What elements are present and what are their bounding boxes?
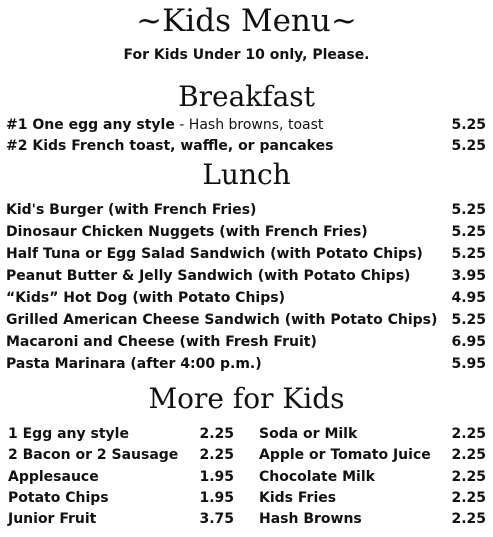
item-price: 2.25: [199, 426, 234, 442]
item-price: 5.25: [451, 117, 486, 133]
item-name: Applesauce: [8, 469, 99, 485]
item-name: 1 Egg any style: [8, 426, 129, 442]
extra-item: [8, 445, 234, 465]
item-price: 2.25: [199, 447, 234, 463]
item-description: - Hash browns, toast: [174, 117, 324, 133]
lunch-item: [6, 200, 486, 220]
item-name: Pasta Marinara (after 4:00 p.m.): [6, 356, 262, 372]
item-name: Junior Fruit: [8, 511, 97, 527]
item-price: 3.75: [199, 511, 234, 527]
extra-item: [8, 424, 234, 444]
lunch-item: [6, 310, 486, 330]
item-price: 2.25: [451, 447, 486, 463]
item-price: 6.95: [451, 334, 486, 350]
item-price: 4.95: [451, 290, 486, 306]
more-for-kids-heading: More for Kids: [148, 382, 345, 415]
item-name: Soda or Milk: [259, 426, 358, 442]
item-name: Apple or Tomato Juice: [259, 447, 431, 463]
item-price: 5.25: [451, 312, 486, 328]
item-name: Chocolate Milk: [259, 469, 375, 485]
item-name: Macaroni and Cheese (with Fresh Fruit): [6, 334, 317, 350]
menu-title: ~Kids Menu~: [136, 3, 357, 39]
item-price: 1.95: [199, 469, 234, 485]
lunch-item: [6, 266, 486, 286]
item-name: Peanut Butter & Jelly Sandwich (with Potato Chips): [6, 268, 411, 284]
item-price: 3.95: [451, 268, 486, 284]
item-name: #2 Kids French toast, waffle, or pancakes: [6, 138, 334, 154]
lunch-heading: Lunch: [202, 158, 291, 191]
item-name: Potato Chips: [8, 490, 109, 506]
breakfast-heading: Breakfast: [178, 80, 315, 113]
lunch-item: [6, 354, 486, 374]
extra-item: [259, 445, 486, 465]
item-price: 2.25: [451, 426, 486, 442]
extra-item: [8, 509, 234, 529]
item-price: 2.25: [451, 511, 486, 527]
item-name: Dinosaur Chicken Nuggets (with French Fries): [6, 224, 368, 240]
item-name: Kids Fries: [259, 490, 337, 506]
item-name: Half Tuna or Egg Salad Sandwich (with Potato Chips): [6, 246, 423, 262]
extra-item: [259, 424, 486, 444]
menu-subtitle: For Kids Under 10 only, Please.: [123, 47, 370, 63]
lunch-item: [6, 244, 486, 264]
extra-item: [259, 467, 486, 487]
extra-item: [259, 509, 486, 529]
item-price: 5.25: [451, 246, 486, 262]
lunch-item: [6, 332, 486, 352]
item-price: 2.25: [451, 469, 486, 485]
item-name: #1 One egg any style - Hash browns, toast: [6, 117, 324, 133]
breakfast-item: [6, 115, 486, 135]
item-name: Hash Browns: [259, 511, 362, 527]
item-price: 1.95: [199, 490, 234, 506]
item-price: 2.25: [451, 490, 486, 506]
item-name: Grilled American Cheese Sandwich (with Potato Chips): [6, 312, 438, 328]
item-name: Kid's Burger (with French Fries): [6, 202, 257, 218]
breakfast-item: [6, 136, 486, 156]
item-price: 5.95: [451, 356, 486, 372]
item-price: 5.25: [451, 224, 486, 240]
item-name: “Kids” Hot Dog (with Potato Chips): [6, 290, 285, 306]
item-price: 5.25: [451, 202, 486, 218]
extra-item: [8, 467, 234, 487]
lunch-item: [6, 288, 486, 308]
item-name: 2 Bacon or 2 Sausage: [8, 447, 179, 463]
extra-item: [259, 488, 486, 508]
lunch-item: [6, 222, 486, 242]
extra-item: [8, 488, 234, 508]
item-price: 5.25: [451, 138, 486, 154]
